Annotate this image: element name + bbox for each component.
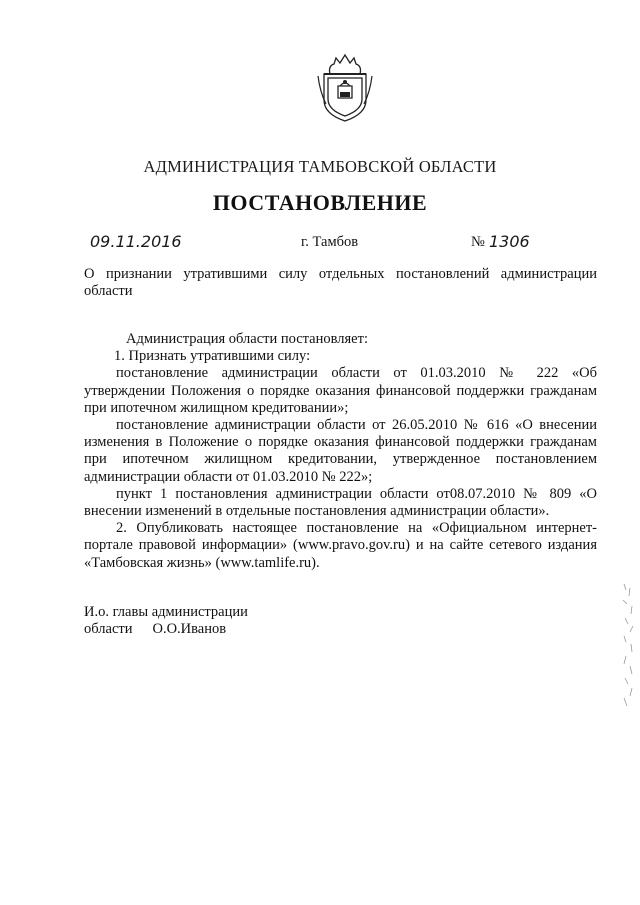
- document-date: 09.11.2016: [90, 232, 182, 251]
- coat-of-arms-icon: [316, 52, 374, 124]
- signatory-name: О.О.Иванов: [152, 621, 227, 637]
- signatory-position-region: области: [84, 621, 133, 637]
- item-2: 2. Опубликовать настоящее постановление на «Официальном интернет-портале правовой информации» (www.pravo.gov.ru) и на сайте сетевого издания «Тамбовская жизнь» (www.tamlife.ru).: [84, 520, 597, 571]
- preamble: Администрация области постановляет:: [126, 331, 368, 347]
- sub-item-3: пункт 1 постановления администрации области от08.07.2010 № 809 «О внесении изменений в отдельные постановления администрации области».: [84, 485, 597, 520]
- document-city: г. Тамбов: [301, 234, 359, 250]
- sub-item-2: постановление администрации области от 26.05.2010 № 616 «О внесении изменения в Положение о порядке оказания финансовой поддержки гражданам при ипотечном жилищном кредитовании, утвержденное постановлением администрации области от 01.03.2010 № 222»;: [84, 417, 597, 485]
- signature-block: [84, 604, 248, 638]
- document-type-heading: ПОСТАНОВЛЕНИЕ: [212, 190, 428, 215]
- document-number-label: №: [471, 234, 485, 250]
- signatory-position: И.о. главы администрации: [84, 604, 248, 620]
- organization-heading: АДМИНИСТРАЦИЯ ТАМБОВСКОЙ ОБЛАСТИ: [143, 157, 497, 176]
- scan-artifact-marks: [620, 580, 638, 710]
- document-body: [84, 331, 597, 572]
- document-title: О признании утратившими силу отдельных постановлений администрации области: [84, 266, 597, 299]
- sub-item-1: постановление администрации области от 01.03.2010 № 222 «Об утверждении Положения о порядке оказания финансовой поддержки гражданам при ипотечном жилищном кредитовании»;: [84, 365, 597, 416]
- document-number: 1306: [489, 232, 530, 251]
- item-1: 1. Признать утратившими силу:: [114, 348, 311, 365]
